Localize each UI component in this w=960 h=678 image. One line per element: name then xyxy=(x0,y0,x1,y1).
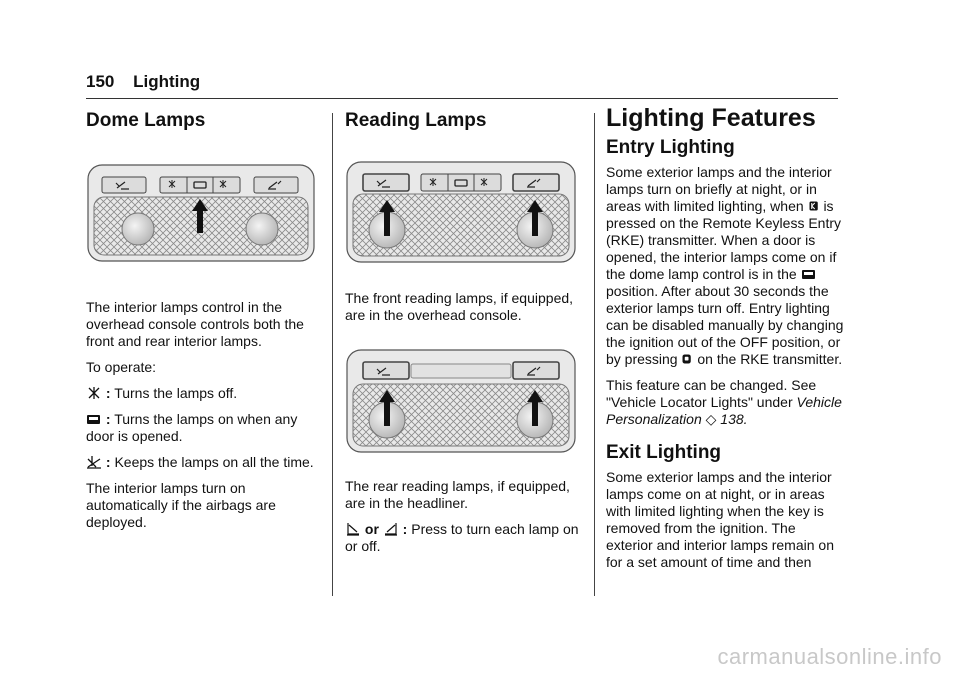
exit-lighting-paragraph: Some exterior lamps and the interior lamps come on at night, or in areas with limited lighting when the key is removed from the ignition. The exterior and interior lamps remain on for a set amount of time and then xyxy=(606,469,834,570)
exit-lighting-heading: Exit Lighting xyxy=(606,442,722,463)
front-reading-lamp-figure xyxy=(345,160,577,264)
to-operate-text: To operate: xyxy=(86,359,157,375)
dome-off-icon xyxy=(86,386,102,400)
section-title: Lighting xyxy=(133,72,201,91)
dome-on-icon xyxy=(86,455,102,469)
column-lighting-features xyxy=(606,104,846,580)
page-number: 150 xyxy=(86,72,115,91)
entry-lighting-paragraph: Some exterior lamps and the interior lamps turn on briefly at night, or in areas with limited lighting, when is pressed on the Remote Keyless Entry (RKE) transmitter. When a door is opened, the interior lamps come on if the dome lamp control is in the position. After about 30 seconds the exterior lamps turn off. Entry lighting can be disabled manually by changing the ignition out of the OFF position, or by pressing on the RKE transmitter. xyxy=(606,164,844,367)
airbag-paragraph: The interior lamps turn on automatically if the airbags are deployed. xyxy=(86,480,276,530)
column-divider xyxy=(594,113,595,596)
lock-icon xyxy=(681,352,693,366)
dome-off-item: : Turns the lamps off. xyxy=(86,385,322,402)
page-header xyxy=(86,72,200,92)
door-icon xyxy=(86,412,102,426)
column-dome-lamps xyxy=(86,108,322,540)
entry-lighting-heading: Entry Lighting xyxy=(606,137,735,158)
vehicle-personalization-link[interactable]: Vehicle Personalization xyxy=(606,394,842,427)
column-divider xyxy=(332,113,333,596)
door-icon xyxy=(801,267,817,281)
front-reading-paragraph: The front reading lamps, if equipped, are in the overhead console. xyxy=(345,290,574,323)
reading-press-item: or : Press to turn each lamp on or off. xyxy=(345,521,579,554)
unlock-icon xyxy=(808,199,820,213)
vehicle-personalization-paragraph: This feature can be changed. See "Vehicle Locator Lights" under Vehicle Personalization ◇ 138. xyxy=(606,377,842,427)
page-ref[interactable]: ◇ 138. xyxy=(705,411,748,427)
dome-lamp-console-figure xyxy=(86,163,316,263)
rear-reading-lamp-figure xyxy=(345,348,577,454)
dome-door-item: : Turns the lamps on when any door is opened. xyxy=(86,411,298,444)
column-reading-lamps xyxy=(345,108,581,564)
reading-lamp-left-icon xyxy=(345,522,361,536)
dome-on-item: : Keeps the lamps on all the time. xyxy=(86,454,322,471)
header-rule xyxy=(86,98,838,99)
lighting-features-heading: Lighting Features xyxy=(606,104,816,132)
dome-intro-paragraph: The interior lamps control in the overhead console controls both the front and rear interior lamps. xyxy=(86,299,304,349)
reading-lamp-right-icon xyxy=(383,522,399,536)
rear-reading-paragraph: The rear reading lamps, if equipped, are in the headliner. xyxy=(345,478,570,511)
reading-lamps-heading: Reading Lamps xyxy=(345,110,487,131)
watermark: carmanualsonline.info xyxy=(717,644,942,669)
dome-lamps-heading: Dome Lamps xyxy=(86,110,206,131)
